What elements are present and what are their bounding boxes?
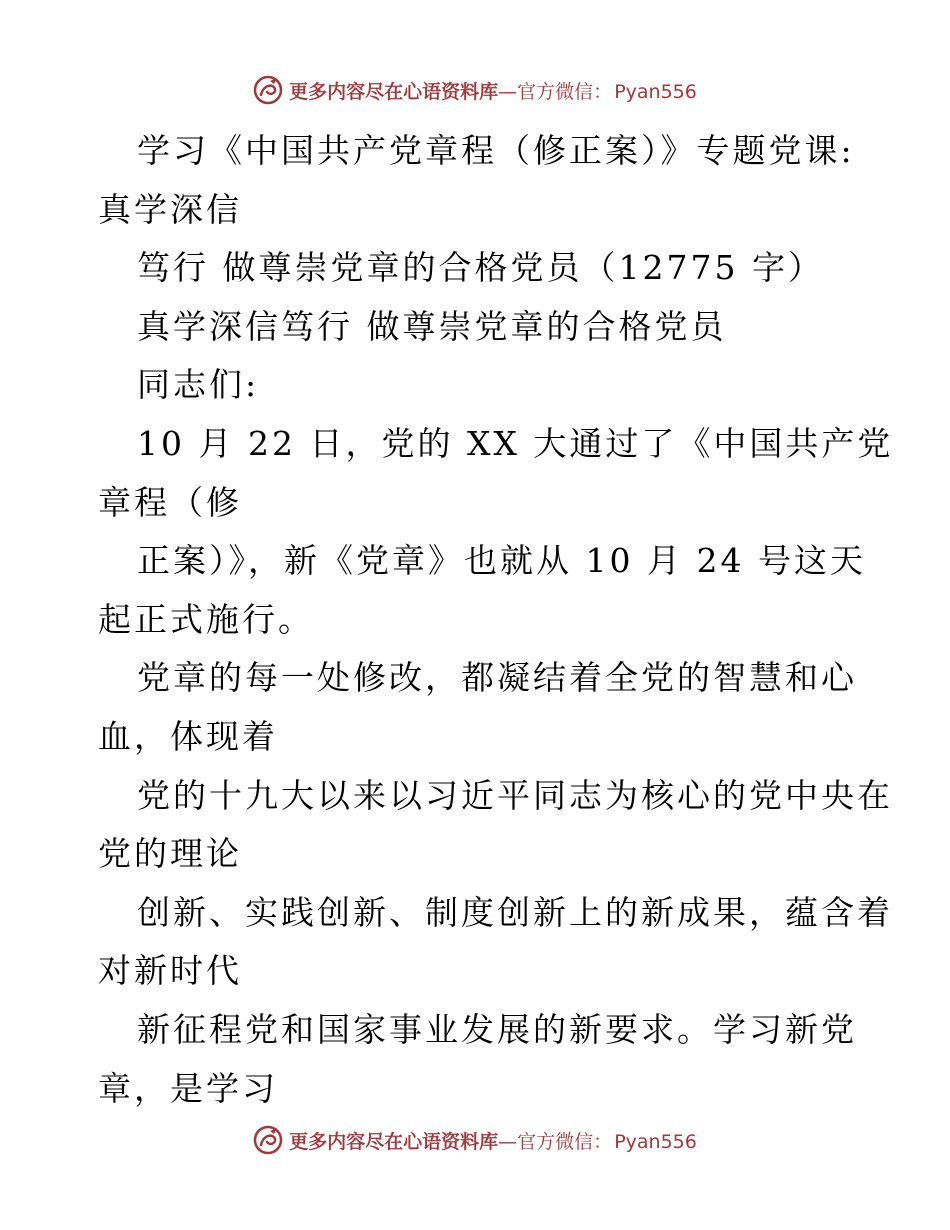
text-line: 真学深信 [98,189,242,229]
swirl-logo-icon [253,75,283,105]
watermark-handle: Pyan556 [614,80,697,103]
footer-watermark-banner [0,1120,950,1160]
text-line: 党章的每一处修改，都凝结着全党的智慧和心 [137,658,857,698]
header-watermark-banner [0,70,950,110]
text-line: 笃行 做尊崇党章的合格党员（12775 字） [137,248,824,288]
text-line: 同志们: [137,365,260,405]
text-line: 章程（修 [98,482,242,522]
text-line: 创新、实践创新、制度创新上的新成果，蕴含着 [137,892,893,932]
document-body [98,122,894,1118]
text-line: 章，是学习 [98,1068,278,1108]
watermark-handle: Pyan556 [614,1130,697,1153]
text-line: 真学深信笃行 做尊崇党章的合格党员 [137,306,727,346]
text-line: 血，体现着 [98,716,278,756]
watermark-label: 更多内容尽在心语资料库 [289,80,499,103]
watermark-separator: —官方微信： [498,80,613,103]
text-line: 10 月 22 日，党的 XX 大通过了《中国共产党 [137,423,894,463]
text-line: 党的理论 [98,834,242,874]
text-line: 对新时代 [98,951,242,991]
watermark-text [289,1127,697,1154]
swirl-logo-icon [253,1125,283,1155]
text-line: 起正式施行。 [98,599,314,639]
watermark-label: 更多内容尽在心语资料库 [289,1130,499,1153]
text-line: 学习《中国共产党章程（修正案）》专题党课: [137,131,855,170]
text-line: 新征程党和国家事业发展的新要求。学习新党 [137,1009,857,1049]
text-line: 党的十九大以来以习近平同志为核心的党中央在 [137,775,893,815]
watermark-text [289,77,697,104]
watermark-separator: —官方微信： [498,1130,613,1153]
text-line: 正案）》，新《党章》也就从 10 月 24 号这天 [137,541,866,581]
